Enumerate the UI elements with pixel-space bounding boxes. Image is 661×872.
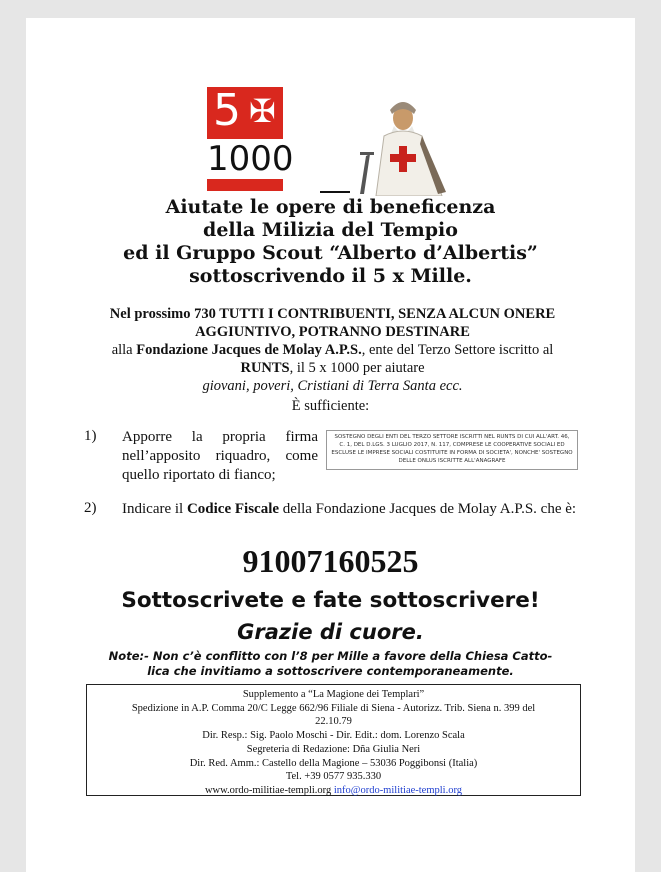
publication-footer-box — [86, 684, 581, 796]
templar-knight-illustration — [346, 96, 456, 196]
email-link[interactable]: info@ordo-militiae-templi.org — [333, 784, 463, 796]
logo-thousand: 1000 — [207, 139, 294, 179]
title-line: della Milizia del Tempio — [203, 219, 458, 241]
intro-line: Nel prossimo 730 TUTTI I CONTRIBUENTI, SENZA ALCUN ONERE — [109, 306, 556, 322]
item-codice-text: Indicare il Codice Fiscale della Fondazione Jacques de Molay A.P.S. che è: — [122, 501, 577, 517]
title-line: Aiutate le opere di beneficenza — [165, 196, 496, 218]
footer-line: Segreteria di Redazione: Dña Giulia Neri — [246, 743, 421, 755]
item-number: 2) — [84, 500, 97, 516]
item-signature-text: Apporre la propria firma nell’apposito riquadro, come quello riportato di fianco; — [122, 429, 318, 483]
codice-fiscale-number: 91007160525 — [242, 543, 419, 579]
title-line: ed il Gruppo Scout “Alberto d’Albertis” — [123, 242, 538, 264]
footer-line: 22.10.79 — [315, 716, 352, 728]
footer-line: Tel. +39 0577 935.330 — [285, 771, 382, 783]
title-divider — [320, 191, 350, 193]
signature-form-box: SOSTEGNO DEGLI ENTI DEL TERZO SETTORE ISCRITTI NEL RUNTS DI CUI ALL'ART. 46, C. 1, DEL D.LGS. 3 LUGLIO 2017, N. 117, COMPRESE LE COOPERATIVE SOCIALI ED ESCLUSE LE IMPRESE SOCIALI COSTITUITE IN FORMA DI SOCIETA', NONCHE' SOSTEGNO DELLE ONLUS ISCRITTE ALL'ANAGRAFE — [326, 430, 578, 470]
intro-line: AGGIUNTIVO, POTRANNO DESTINARE — [195, 324, 470, 340]
footer-line: Spedizione in A.P. Comma 20/C Legge 662/96 Filiale di Siena - Autorizz. Trib. Siena n. 399 del — [131, 702, 536, 714]
title-line: sottoscrivendo il 5 x Mille. — [189, 265, 472, 287]
item-number: 1) — [84, 428, 97, 444]
footer-line — [93, 784, 574, 798]
website-link[interactable]: www.ordo-militiae-templi.org — [204, 784, 332, 796]
maltese-cross-icon: ✠ — [249, 92, 276, 130]
logo-five: 5 — [213, 85, 241, 136]
intro-line: giovani, poveri, Cristiani di Terra Santa ecc. — [202, 378, 463, 394]
call-to-action: Sottoscrivete e fate sottoscrivere! — [121, 588, 540, 613]
main-title — [0, 196, 661, 288]
intro-paragraph — [60, 305, 605, 395]
sufficiente-label: È sufficiente: — [291, 398, 370, 414]
five-per-mille-logo — [207, 85, 294, 191]
intro-line: RUNTS, il 5 x 1000 per aiutare — [240, 360, 425, 376]
intro-line: alla Fondazione Jacques de Molay A.P.S., ente del Terzo Settore iscritto al — [111, 342, 554, 358]
footer-line: Supplemento a “La Magione dei Templari” — [242, 689, 425, 700]
thanks-text: Grazie di cuore. — [237, 620, 424, 644]
footer-line: Dir. Red. Amm.: Castello della Magione – 53036 Poggibonsi (Italia) — [189, 757, 478, 769]
note-text: Note:- Non c’è conflitto con l’8 per Mille a favore della Chiesa Catto- lica che invitiamo a sottoscrivere contemporaneamente. — [108, 649, 553, 678]
footer-line: Dir. Resp.: Sig. Paolo Moschi - Dir. Edit.: dom. Lorenzo Scala — [202, 730, 465, 742]
